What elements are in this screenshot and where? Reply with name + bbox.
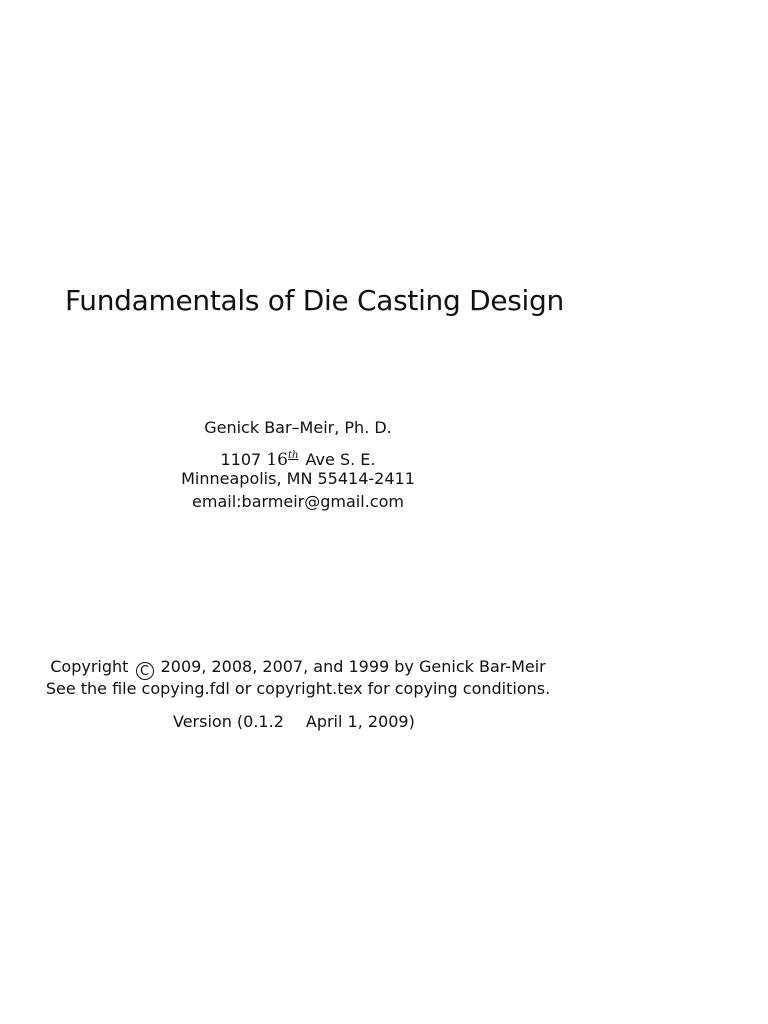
address-rest: Ave S. E. [305, 450, 376, 469]
copyright-years-holder: 2009, 2008, 2007, and 1999 by Genick Bar-Meir [160, 657, 546, 676]
address-number: 1107 [220, 450, 262, 469]
author-city: Minneapolis, MN 55414-2411 [181, 469, 415, 488]
version-date: April 1, 2009) [305, 712, 415, 731]
author-address [148, 444, 448, 470]
address-ordinal-base: 16 [266, 450, 288, 470]
copyright-prefix: Copyright [50, 657, 129, 676]
author-email: email:barmeir@gmail.com [192, 492, 404, 511]
document-title: Fundamentals of Die Casting Design [65, 284, 564, 317]
copyright-symbol-icon: C [136, 662, 154, 680]
copyright-conditions: See the file copying.fdl or copyright.tex for copying conditions. [45, 679, 551, 698]
author-name: Genick Bar–Meir, Ph. D. [204, 418, 392, 437]
address-ordinal-suffix: th [287, 450, 299, 461]
version-label: Version (0.1.2 [173, 712, 284, 731]
copyright-line [40, 655, 556, 678]
version-line [173, 710, 415, 733]
